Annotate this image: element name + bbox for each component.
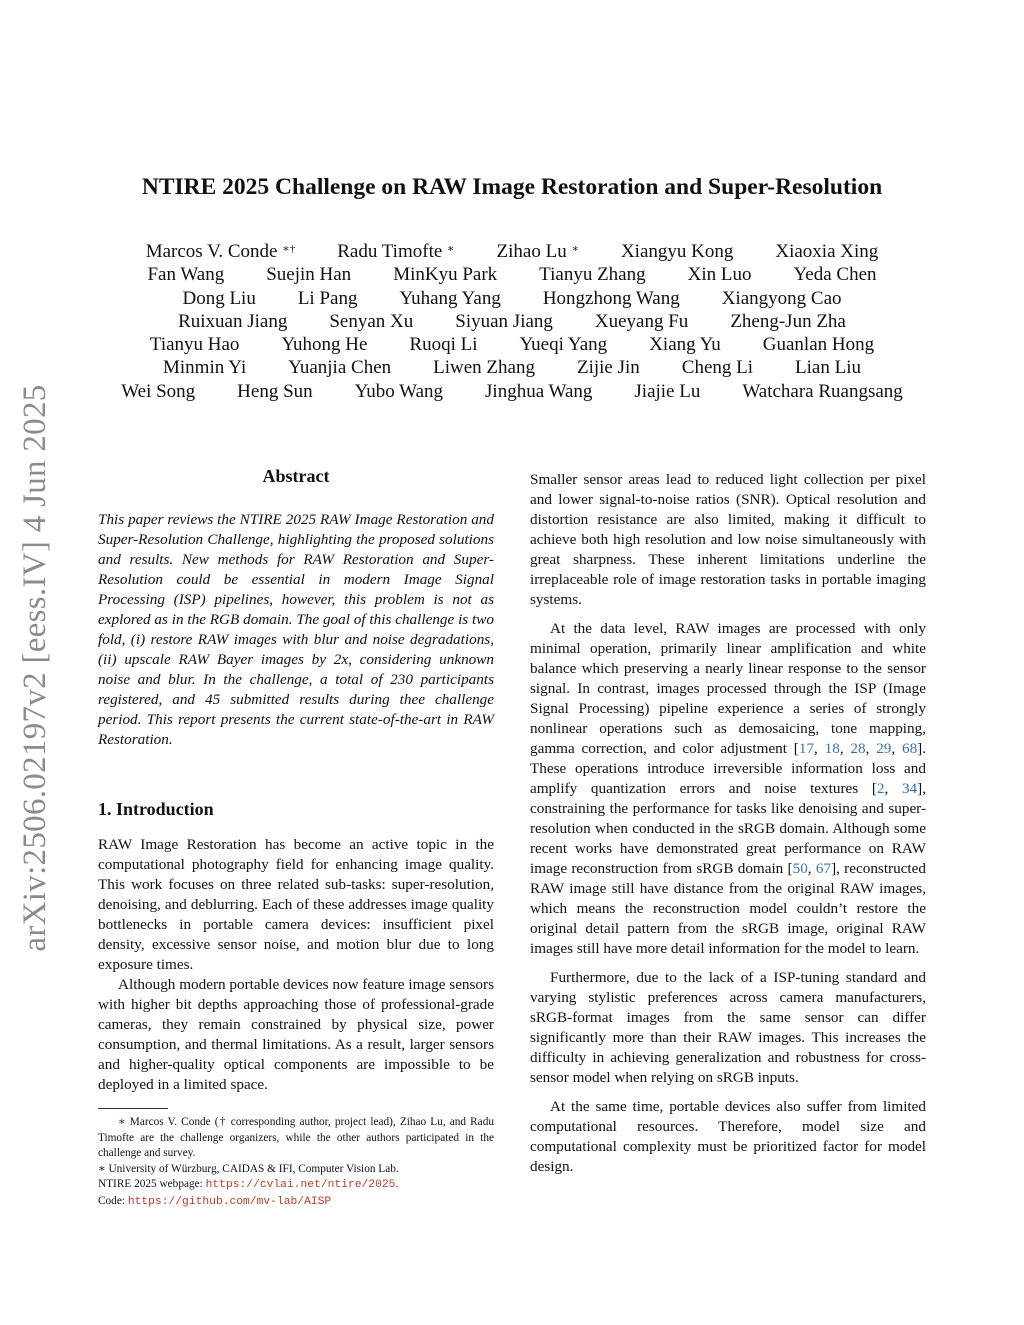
author: Tianyu Hao bbox=[149, 334, 240, 356]
right-paragraph-2: At the data level, RAW images are processed with only minimal operation, primarily linear amplification and white balance which preserving a nearly linear response to the sensor signal. In contrast, images processed through the ISP (Image Signal Processing) pipeline experience a series of strongly nonlinear operations such as demosaicing, tone mapping, gamma correction, and color adjustment [17, 18, 28, 29, 68]. These operations introduce irreversible information loss and amplify quantization errors and noise textures [2, 34], constraining the performance for tasks like denoising and super-resolution when conducted in the sRGB domain. Although some recent works have demonstrated great performance on RAW image reconstruction from sRGB domain [50, 67], reconstructed RAW image still have distance from the original RAW images, which means the reconstruction model couldn’t restore the original detail pattern from the sRGB image, original RAW images still have more detail information for the model to learn. bbox=[530, 620, 927, 957]
right-column bbox=[530, 470, 926, 1177]
citation-link[interactable]: 50 bbox=[792, 860, 808, 877]
left-column bbox=[98, 462, 494, 1095]
right-paragraph-4: At the same time, portable devices also suffer from limited computational resources. Therefore, model size and computational complexity must be prioritized factor for model design. bbox=[530, 1098, 926, 1175]
webpage-link[interactable]: https://cvlai.net/ntire/2025 bbox=[205, 1179, 396, 1191]
author: Fan Wang bbox=[147, 264, 225, 286]
author-row bbox=[95, 310, 929, 333]
abstract-text: This paper reviews the NTIRE 2025 RAW Image Restoration and Super-Resolution Challenge, highlighting the proposed solutions and results. New methods for RAW Restoration and Super-Resolution could be essential in modern Image Signal Processing (ISP) pipelines, however, this problem is not as explored as in the RGB domain. The goal of this challenge is two fold, (i) restore RAW images with blur and noise degradations, (ii) upscale RAW Bayer images by 2x, considering unknown noise and blur. In the challenge, a total of 230 participants registered, and 45 submitted results during thee challenge period. This report presents the current state-of-the-art in RAW Restoration. bbox=[98, 511, 494, 748]
author: Ruoqi Li bbox=[409, 334, 478, 356]
footnotes bbox=[98, 1094, 494, 1210]
citation-link[interactable]: 2 bbox=[876, 780, 885, 797]
author-row bbox=[95, 356, 929, 379]
author-row bbox=[95, 380, 929, 403]
footnote-divider bbox=[98, 1108, 168, 1109]
arxiv-sidebar bbox=[10, 368, 60, 968]
author: Tianyu Zhang bbox=[539, 264, 646, 286]
author: Zihao Lu ∗ bbox=[496, 241, 579, 262]
section-heading-introduction: 1. Introduction bbox=[98, 799, 214, 819]
author: Xin Luo bbox=[687, 264, 752, 286]
author: Jiajie Lu bbox=[634, 380, 701, 402]
footnote-code: Code: https://github.com/mv-lab/AISP bbox=[98, 1194, 332, 1208]
citation-link[interactable]: 18 bbox=[824, 740, 840, 757]
author: Xiangyu Kong bbox=[620, 241, 734, 262]
citation-link[interactable]: 67 bbox=[815, 860, 832, 877]
author: Hongzhong Wang bbox=[542, 287, 680, 309]
citation-link[interactable]: 34 bbox=[901, 780, 918, 797]
author: Yuhong He bbox=[281, 334, 368, 356]
author: Heng Sun bbox=[237, 380, 313, 402]
author: Dong Liu bbox=[182, 287, 256, 309]
author: Yeda Chen bbox=[793, 264, 877, 286]
citation-link[interactable]: 29 bbox=[876, 740, 892, 757]
footnote-webpage: NTIRE 2025 webpage: https://cvlai.net/ntire/2025. bbox=[98, 1178, 399, 1191]
author: Zheng-Jun Zha bbox=[730, 310, 846, 332]
author: Li Pang bbox=[297, 287, 358, 309]
author: Liwen Zhang bbox=[433, 357, 535, 379]
intro-paragraph-1: RAW Image Restoration has become an active topic in the computational photography field for enhancing image quality. This work focuses on three related sub-tasks: super-resolution, denoising, and deblurring. Each of these addresses image quality bottlenecks in portable camera devices: insufficient pixel density, excessive sensor noise, and motion blur due to long exposure times. bbox=[98, 836, 494, 973]
author: Wei Song bbox=[121, 380, 196, 402]
intro-paragraph-2: Although modern portable devices now feature image sensors with higher bit depths approaching those of professional-grade cameras, they remain constrained by physical size, power consumption, and thermal limitations. As a result, larger sensors and higher-quality optical components are impossible to be deployed in a limited space. bbox=[98, 976, 494, 1093]
author: Guanlan Hong bbox=[762, 334, 875, 356]
citation-link[interactable]: 68 bbox=[901, 740, 918, 757]
author: Watchara Ruangsang bbox=[742, 380, 903, 402]
author-row bbox=[95, 333, 929, 356]
author: Radu Timofte ∗ bbox=[337, 241, 455, 262]
author: Siyuan Jiang bbox=[455, 310, 553, 332]
author: Xueyang Fu bbox=[594, 310, 689, 332]
author: Lian Liu bbox=[795, 357, 861, 379]
author: Marcos V. Conde ∗† bbox=[145, 241, 296, 262]
author: Minmin Yi bbox=[163, 357, 247, 379]
author: Ruixuan Jiang bbox=[178, 310, 288, 332]
author: Xiaoxia Xing bbox=[775, 241, 879, 262]
citation-link[interactable]: 28 bbox=[850, 740, 866, 757]
author: Yubo Wang bbox=[354, 380, 444, 402]
author-row bbox=[95, 240, 929, 263]
author: Yuanjia Chen bbox=[288, 357, 392, 379]
author-row bbox=[95, 287, 929, 310]
author: Xiangyong Cao bbox=[721, 287, 842, 309]
abstract-heading: Abstract bbox=[262, 466, 330, 486]
code-link[interactable]: https://github.com/mv-lab/AISP bbox=[127, 1195, 332, 1208]
author: Yueqi Yang bbox=[519, 334, 608, 356]
right-paragraph-3: Furthermore, due to the lack of a ISP-tuning standard and varying stylistic preferences across camera manufacturers, sRGB-format images from the same sensor can differ significantly more than their RAW images. This increases the difficulty in achieving generalization and robustness for cross-sensor model when relying on sRGB inputs. bbox=[530, 969, 926, 1086]
paper-title: NTIRE 2025 Challenge on RAW Image Restoration and Super-Resolution bbox=[141, 174, 883, 200]
author: Cheng Li bbox=[681, 357, 754, 379]
arxiv-identifier[interactable]: arXiv:2506.02197v2 [eess.IV] 4 Jun 2025 bbox=[17, 384, 53, 952]
author: Senyan Xu bbox=[329, 310, 414, 332]
author: Yuhang Yang bbox=[399, 287, 501, 309]
author: MinKyu Park bbox=[393, 264, 498, 286]
footnote-affiliation: ∗ University of Würzburg, CAIDAS & IFI, Computer Vision Lab. bbox=[98, 1162, 399, 1175]
author-list bbox=[95, 240, 929, 403]
author: Suejin Han bbox=[266, 264, 352, 286]
footnote-organizers: ∗ Marcos V. Conde († corresponding author, project lead), Zihao Lu, and Radu Timofte are the challenge organizers, while the other authors participated in the challenge and survey. bbox=[98, 1116, 494, 1159]
right-paragraph-1: Smaller sensor areas lead to reduced light collection per pixel and lower signal-to-noise ratios (SNR). Optical resolution and distortion resistance are also limited, making it difficult to achieve both high resolution and low noise simultaneously with great sharpness. These inherent limitations underline the irreplaceable role of image restoration tasks in portable imaging systems. bbox=[530, 471, 926, 608]
author: Zijie Jin bbox=[576, 357, 640, 379]
author-row bbox=[95, 263, 929, 286]
author: Xiang Yu bbox=[649, 334, 721, 356]
author: Jinghua Wang bbox=[485, 380, 593, 402]
citation-link[interactable]: 17 bbox=[798, 740, 815, 757]
